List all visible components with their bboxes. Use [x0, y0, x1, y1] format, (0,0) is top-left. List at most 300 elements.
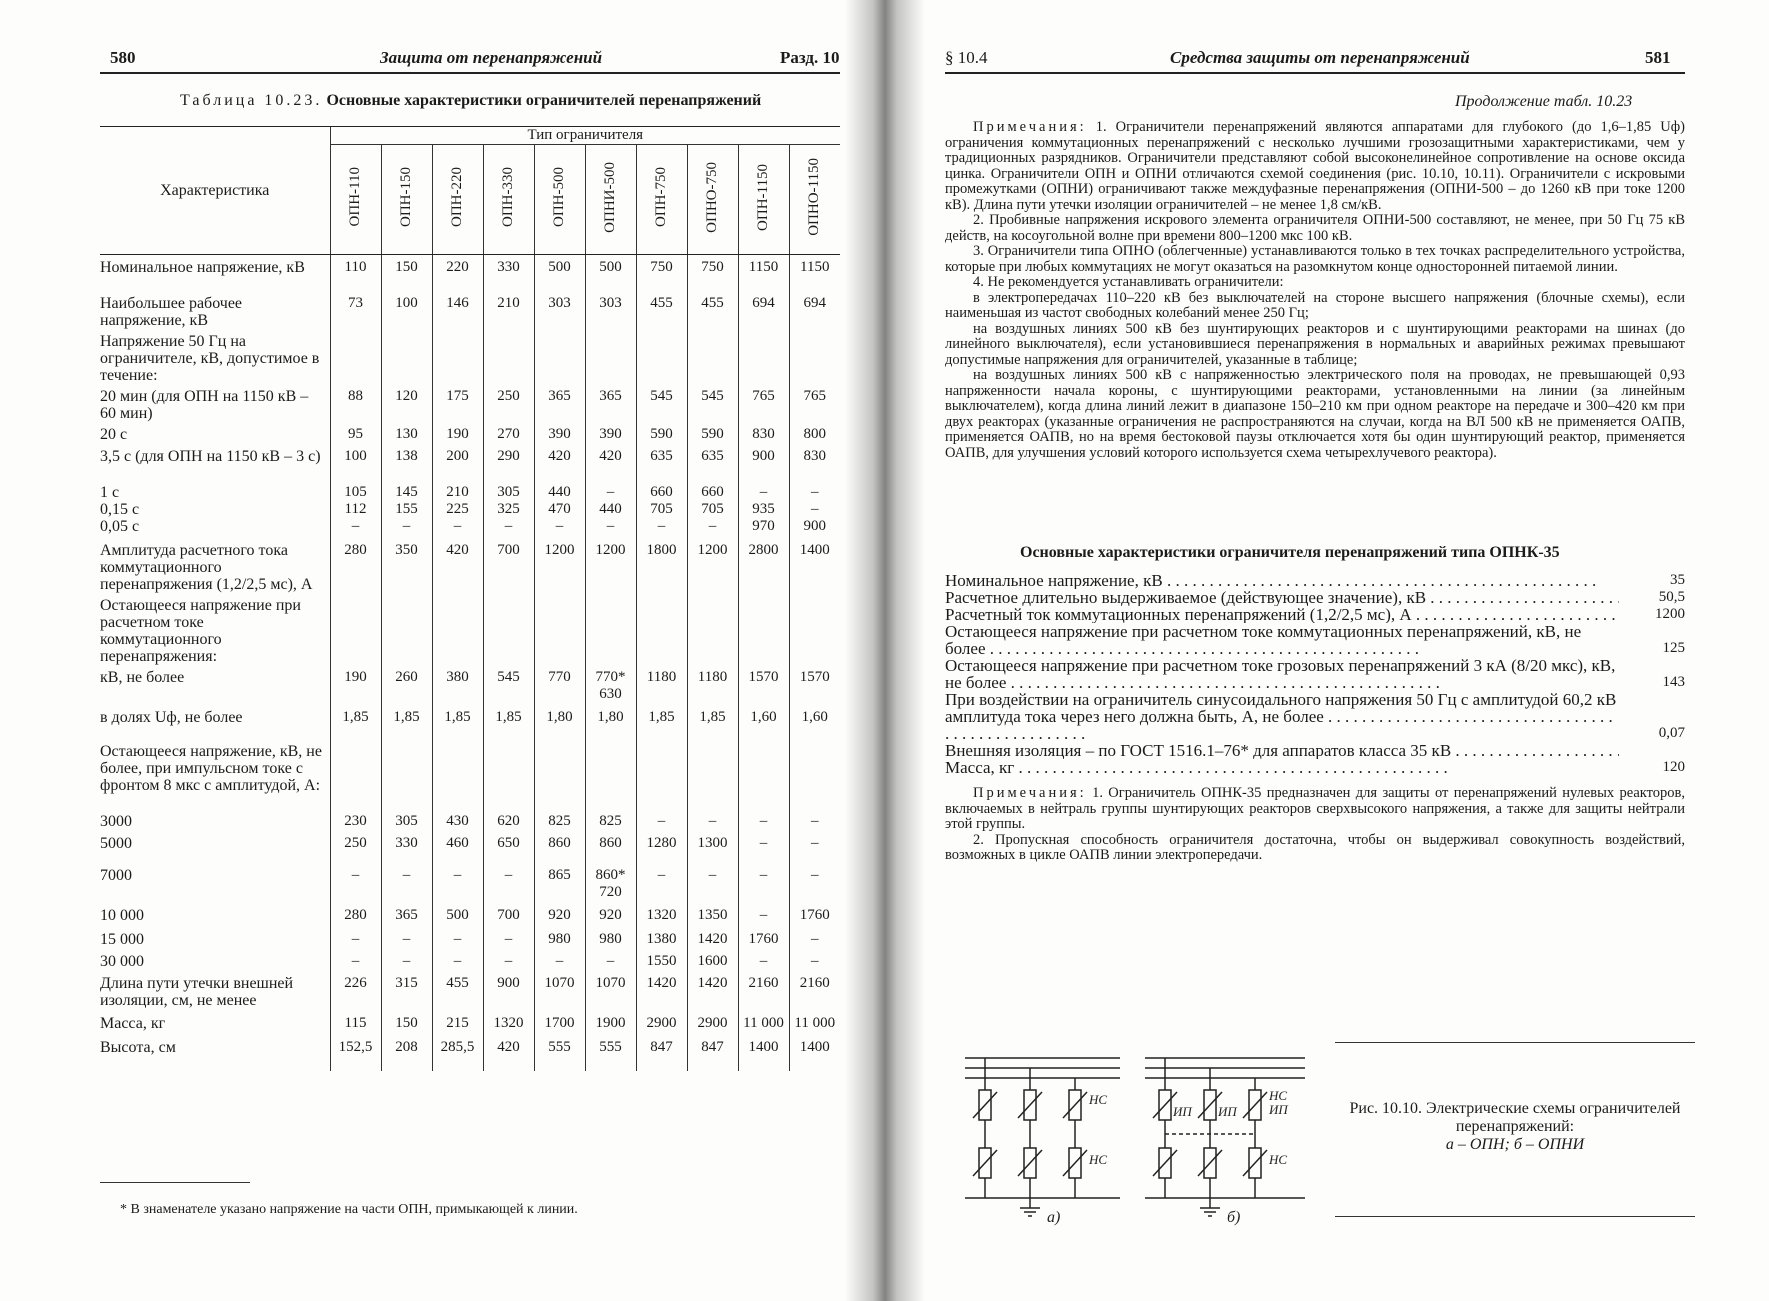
table-cell: 365: [534, 384, 585, 422]
label-ip-b3: ИП: [1269, 1102, 1288, 1117]
column-header: [534, 145, 585, 255]
right-header-title: Средства защиты от перенапряжений: [1170, 48, 1470, 67]
opnk-item-value: 120: [1662, 759, 1685, 775]
table-cell: 1180: [636, 665, 687, 705]
table-cell: 825: [534, 809, 585, 831]
table-row: [100, 927, 840, 949]
table-cell: 1420: [687, 927, 738, 949]
table-cell: 1350: [687, 903, 738, 927]
table-cell: 770* 630: [585, 665, 636, 705]
table-cell: 420: [585, 444, 636, 480]
type-header: Тип ограничителя: [330, 127, 840, 145]
right-page-number: 581: [1645, 48, 1671, 67]
table-cell: –: [585, 949, 636, 971]
opnk-item: [945, 572, 1685, 589]
column-header: [636, 145, 687, 255]
column-header-label: ОПНО-750: [704, 161, 720, 233]
table-cell: 545: [636, 384, 687, 422]
table-cell: –: [789, 831, 840, 863]
opnk-item: [945, 742, 1685, 759]
table-cell: 765: [738, 384, 789, 422]
table-cell: 1280: [636, 831, 687, 863]
table-row: [100, 384, 840, 422]
table-row: [100, 593, 840, 665]
column-header-label: ОПН-750: [653, 167, 669, 227]
table-cell: 1,85: [483, 705, 534, 739]
column-header-label: ОПНИ-500: [602, 161, 618, 233]
table-cell: 270: [483, 422, 534, 444]
table-cell: –: [738, 831, 789, 863]
table-cell: 1420: [636, 971, 687, 1011]
circuit-diagram: [955, 1048, 1325, 1228]
table-cell: 2160: [738, 971, 789, 1011]
table-row: [100, 831, 840, 863]
opnk-item-value: 35: [1670, 572, 1685, 588]
table-row: [100, 538, 840, 593]
table-row: [100, 739, 840, 809]
opnk-item-value: 125: [1662, 640, 1685, 656]
table-cell: –: [789, 863, 840, 903]
table-cell: 138: [381, 444, 432, 480]
table-cell: 430: [432, 809, 483, 831]
table-cell: 980: [534, 927, 585, 949]
column-header: [330, 145, 381, 255]
table-cell: [432, 593, 483, 665]
opnk-item: [945, 691, 1685, 742]
table-cell: 280: [330, 538, 381, 593]
column-header-label: ОПН-110: [347, 167, 363, 227]
row-label: Высота, см: [100, 1038, 176, 1056]
char-header: Характеристика: [100, 127, 330, 255]
row-label: Остающееся напряжение при расчетном токе коммутационного перенапряжения:: [100, 596, 301, 665]
table-cell: [381, 739, 432, 809]
table-cell: 110: [330, 255, 381, 291]
table-cell: 2800: [738, 538, 789, 593]
table-cell: 105 112 –: [330, 480, 381, 538]
table-cell: 210 225 –: [432, 480, 483, 538]
table-row: [100, 1035, 840, 1071]
table-cell: [636, 739, 687, 809]
table-cell: 1070: [534, 971, 585, 1011]
opnk-title: Основные характеристики ограничителя перенапряжений типа ОПНК-35: [1020, 544, 1560, 561]
row-label: 10 000: [100, 906, 144, 924]
table-cell: 11 000: [789, 1011, 840, 1035]
table-cell: 455: [636, 291, 687, 329]
characteristics-table: [100, 126, 840, 1071]
table-cell: –: [330, 863, 381, 903]
table-row: [100, 863, 840, 903]
column-header: [483, 145, 534, 255]
table-cell: 1150: [738, 255, 789, 291]
table-cell: 390: [585, 422, 636, 444]
opnk-notes-label: Примечания:: [973, 785, 1087, 801]
table-cell: –: [432, 863, 483, 903]
table-cell: 2900: [636, 1011, 687, 1035]
table-cell: 555: [534, 1035, 585, 1071]
table-cell: 1570: [789, 665, 840, 705]
table-cell: –: [636, 809, 687, 831]
opnk-item-label: Внешняя изоляция – по ГОСТ 1516.1–76* для аппаратов класса 35 кВ . . .: [945, 742, 1619, 759]
table-cell: 260: [381, 665, 432, 705]
label-ip-b1: ИП: [1173, 1104, 1192, 1119]
table-cell: 1200: [585, 538, 636, 593]
opnk-item-value: 50,5: [1658, 589, 1685, 605]
table-cell: [381, 329, 432, 384]
row-label: 3,5 с (для ОПН на 1150 кВ – 3 с): [100, 447, 321, 465]
right-header-section: § 10.4: [945, 48, 988, 67]
table-cell: 190: [432, 422, 483, 444]
table-cell: 210: [483, 291, 534, 329]
label-b: б): [1227, 1209, 1241, 1226]
opnk-item: [945, 657, 1685, 691]
table-cell: –: [330, 949, 381, 971]
table-cell: 920: [585, 903, 636, 927]
table-cell: [738, 593, 789, 665]
table-cell: 390: [534, 422, 585, 444]
column-header: [381, 145, 432, 255]
table-cell: 1400: [789, 538, 840, 593]
table-cell: 1180: [687, 665, 738, 705]
table-cell: 100: [381, 291, 432, 329]
opnk-item: [945, 606, 1685, 623]
row-label: кВ, не более: [100, 668, 185, 686]
table-row: [100, 809, 840, 831]
table-cell: 2160: [789, 971, 840, 1011]
column-header: [789, 145, 840, 255]
table-caption: [180, 92, 761, 110]
table-cell: [687, 739, 738, 809]
table-cell: 365: [585, 384, 636, 422]
table-cell: 1380: [636, 927, 687, 949]
table-cell: 635: [687, 444, 738, 480]
table-cell: 500: [432, 903, 483, 927]
table-cell: 230: [330, 809, 381, 831]
table-cell: 285,5: [432, 1035, 483, 1071]
notes-label: Примечания:: [973, 119, 1087, 135]
row-label: 20 с: [100, 425, 128, 443]
row-label: 15 000: [100, 930, 144, 948]
table-cell: 847: [687, 1035, 738, 1071]
table-cell: [636, 593, 687, 665]
left-header-title: Защита от перенапряжений: [380, 48, 603, 67]
table-cell: 620: [483, 809, 534, 831]
column-header-label: ОПНО-1150: [806, 158, 823, 236]
table-cell: 1800: [636, 538, 687, 593]
column-header-label: ОПН-500: [551, 167, 567, 227]
table-cell: [432, 329, 483, 384]
column-header: [585, 145, 636, 255]
table-cell: [483, 329, 534, 384]
table-cell: 1,85: [687, 705, 738, 739]
table-cell: 226: [330, 971, 381, 1011]
table-cell: 290: [483, 444, 534, 480]
opnk-item-label: Номинальное напряжение, кВ . . .: [945, 572, 1619, 589]
opnk-item-value: 1200: [1655, 606, 1685, 622]
table-row: [100, 903, 840, 927]
table-cell: 2900: [687, 1011, 738, 1035]
table-cell: 1420: [687, 971, 738, 1011]
table-cell: 420: [534, 444, 585, 480]
opnk-item-label: Расчетное длительно выдерживаемое (действующее значение), кВ . . .: [945, 589, 1619, 606]
table-cell: 1550: [636, 949, 687, 971]
table-cell: 1400: [789, 1035, 840, 1071]
table-cell: [381, 593, 432, 665]
left-header-section: Разд. 10: [780, 48, 840, 67]
table-cell: [330, 739, 381, 809]
table-cell: 770: [534, 665, 585, 705]
row-label: Остающееся напряжение, кВ, не более, при импульсном токе с фронтом 8 мкс с амплитудой, А:: [100, 742, 322, 794]
table-row: [100, 705, 840, 739]
opnk-item-value: 143: [1662, 674, 1685, 690]
table-row: [100, 291, 840, 329]
table-cell: [483, 593, 534, 665]
row-label: Напряжение 50 Гц на ограничителе, кВ, допустимое в течение:: [100, 332, 320, 384]
table-cell: 420: [432, 538, 483, 593]
table-cell: 980: [585, 927, 636, 949]
row-label: 5000: [100, 834, 132, 852]
table-cell: 1570: [738, 665, 789, 705]
table-cell: 635: [636, 444, 687, 480]
table-cell: 350: [381, 538, 432, 593]
table-cell: –: [534, 949, 585, 971]
table-cell: 847: [636, 1035, 687, 1071]
table-cell: 152,5: [330, 1035, 381, 1071]
table-cell: –: [687, 863, 738, 903]
table-cell: 590: [636, 422, 687, 444]
table-cell: [789, 329, 840, 384]
table-cell: –: [483, 949, 534, 971]
figure-caption-legend: а – ОПН; б – ОПНИ: [1445, 1136, 1585, 1153]
figure-caption: [1335, 1100, 1695, 1154]
table-cell: [585, 739, 636, 809]
table-cell: [534, 593, 585, 665]
label-hc-b2: НС: [1269, 1152, 1288, 1167]
table-cell: 650: [483, 831, 534, 863]
table-cell: 280: [330, 903, 381, 927]
table-cell: –: [738, 809, 789, 831]
column-header: [432, 145, 483, 255]
table-cell: 555: [585, 1035, 636, 1071]
left-header-rule: [100, 72, 840, 74]
table-cell: 1,85: [636, 705, 687, 739]
table-cell: 1320: [483, 1011, 534, 1035]
table-cell: 860* 720: [585, 863, 636, 903]
row-label: Наибольшее рабочее напряжение, кВ: [100, 294, 243, 329]
table-cell: –: [789, 809, 840, 831]
table-cell: 1,60: [738, 705, 789, 739]
table-cell: 115: [330, 1011, 381, 1035]
table-cell: 860: [585, 831, 636, 863]
table-cell: 1400: [738, 1035, 789, 1071]
table-cell: 1070: [585, 971, 636, 1011]
table-cell: 860: [534, 831, 585, 863]
table-cell: 590: [687, 422, 738, 444]
table-cell: 1,80: [585, 705, 636, 739]
table-cell: –: [738, 949, 789, 971]
table-row: [100, 255, 840, 291]
footnote: * В знаменателе указано напряжение на части ОПН, примыкающей к линии.: [120, 1202, 578, 1217]
right-header-rule: [945, 72, 1685, 74]
table-cell: 315: [381, 971, 432, 1011]
table-cell: –: [789, 949, 840, 971]
table-cell: 1,85: [330, 705, 381, 739]
table-cell: 1,60: [789, 705, 840, 739]
table-cell: – 935 970: [738, 480, 789, 538]
table-cell: 88: [330, 384, 381, 422]
table-row: [100, 949, 840, 971]
table-cell: 1,85: [432, 705, 483, 739]
table-cell: –: [483, 927, 534, 949]
table-cell: 303: [585, 291, 636, 329]
notes-block: [945, 120, 1685, 461]
table-cell: 750: [687, 255, 738, 291]
opnk-item-value: 0,07: [1658, 725, 1685, 741]
column-header-label: ОПН-220: [449, 167, 465, 227]
table-cell: [330, 329, 381, 384]
table-caption-prefix: Таблица 10.23.: [180, 92, 323, 109]
opnk-item-label: Остающееся напряжение при расчетном токе грозовых перенапряжений 3 кА (8/20 мкс), кВ, не более . . .: [945, 657, 1619, 691]
figure-caption-title: Рис. 10.10. Электрические схемы ограничителей перенапряжений:: [1349, 1100, 1681, 1135]
column-header-label: ОПН-1150: [755, 163, 771, 231]
table-row: [100, 665, 840, 705]
table-cell: 660 705 –: [687, 480, 738, 538]
table-cell: 455: [687, 291, 738, 329]
table-cell: 800: [789, 422, 840, 444]
table-cell: 545: [483, 665, 534, 705]
opnk-notes-block: [945, 786, 1685, 864]
table-cell: 146: [432, 291, 483, 329]
column-header: [687, 145, 738, 255]
table-cell: 330: [483, 255, 534, 291]
table-cell: 700: [483, 903, 534, 927]
table-cell: 73: [330, 291, 381, 329]
table-cell: 365: [381, 903, 432, 927]
note-item: в электропередачах 110–220 кВ без выключателей на стороне высшего напряжения (блочные схемы), если наименьшая из частот свободных колебаний менее 250 Гц;: [945, 289, 1685, 321]
table-cell: 190: [330, 665, 381, 705]
table-cell: [534, 739, 585, 809]
label-ip-b2: ИП: [1218, 1104, 1237, 1119]
table-cell: 380: [432, 665, 483, 705]
table-cell: –: [330, 927, 381, 949]
row-label: Длина пути утечки внешней изоляции, см, не менее: [100, 974, 294, 1009]
continuation-label: Продолжение табл. 10.23: [1455, 93, 1633, 110]
table-cell: 865: [534, 863, 585, 903]
footnote-rule: [100, 1182, 250, 1183]
left-page-number: 580: [110, 48, 136, 67]
table-cell: 420: [483, 1035, 534, 1071]
table-row: [100, 444, 840, 480]
table-cell: 208: [381, 1035, 432, 1071]
table-cell: 694: [789, 291, 840, 329]
table-cell: 825: [585, 809, 636, 831]
table-cell: [738, 329, 789, 384]
opn-schematic-a: [965, 1058, 1120, 1216]
row-label: 20 мин (для ОПН на 1150 кВ – 60 мин): [100, 387, 309, 422]
table-cell: 765: [789, 384, 840, 422]
label-a: а): [1047, 1209, 1061, 1226]
opnk-item: [945, 623, 1685, 657]
table-cell: [483, 739, 534, 809]
table-cell: 200: [432, 444, 483, 480]
table-cell: [636, 329, 687, 384]
column-header-label: ОПН-150: [398, 167, 414, 227]
table-cell: 250: [330, 831, 381, 863]
opnk-item-label: Расчетный ток коммутационных перенапряжений (1,2/2,5 мс), А . . .: [945, 606, 1619, 623]
table-cell: 130: [381, 422, 432, 444]
table-cell: 100: [330, 444, 381, 480]
table-row: [100, 971, 840, 1011]
table-cell: [534, 329, 585, 384]
row-label: 3000: [100, 812, 132, 830]
table-cell: [330, 593, 381, 665]
column-header-label: ОПН-330: [500, 167, 516, 227]
table-cell: 145 155 –: [381, 480, 432, 538]
table-cell: [687, 593, 738, 665]
opnk-list: [945, 572, 1685, 776]
table-cell: 175: [432, 384, 483, 422]
table-cell: 920: [534, 903, 585, 927]
table-cell: 500: [585, 255, 636, 291]
opni-schematic-b: [1145, 1058, 1305, 1216]
table-cell: 1,80: [534, 705, 585, 739]
table-cell: [432, 739, 483, 809]
opnk-item: [945, 759, 1685, 776]
table-cell: –: [483, 863, 534, 903]
table-cell: 830: [789, 444, 840, 480]
table-cell: 1150: [789, 255, 840, 291]
table-cell: 900: [738, 444, 789, 480]
row-label: Номинальное напряжение, кВ: [100, 259, 305, 276]
note-item: 1. Ограничители перенапряжений являются аппаратами для глубокого (до 1,6–1,85 Uф) ограничения коммутационных перенапряжений с несколько лучшими грозозащитными характеристиками, чем у традиционных разрядников. Ограничители представляют собой высоконелинейное сопротивление на основе оксида цинка. Ограничители ОПН и ОПНИ отличаются схемой соединения (рис. 10.10, 10.11). Ограничители с искровыми промежутками (ОПНИ) ограничивают также междуфазные перенапряжения (ОПНИ-500 – до 1260 кВ при токе 1200 кВ). Длина пути утечки изоляции ограничителей – не менее 1,8 см/кВ.: [945, 119, 1685, 213]
row-label: Масса, кг: [100, 1014, 166, 1032]
note-item: на воздушных линиях 500 кВ с напряженностью электрического поля на проводах, не превышающей 0,93 напряженности начала короны, с шунтирующими реакторами, установленными на линии (за линейным выключателем), когда длина линий лежит в диапазоне 150–210 км при одном реакторе на передаче и 300–420 км при двух реакторах (указанные ограничения не распространяются на случаи, когда на ВЛ 500 кВ не применяется ОАПВ, применяется ОАПВ, но на время бестоковой паузы отключается хотя бы один шунтирующий реактор, применяется ОАПВ, для улучшения условий которого используется схема четырехлучевого реактора).: [945, 367, 1685, 461]
table-row: [100, 1011, 840, 1035]
table-cell: 1200: [687, 538, 738, 593]
table-cell: 303: [534, 291, 585, 329]
row-label: 30 000: [100, 952, 144, 970]
table-caption-title: Основные характеристики ограничителей перенапряжений: [326, 92, 762, 109]
table-cell: 830: [738, 422, 789, 444]
table-cell: [585, 593, 636, 665]
table-row: [100, 480, 840, 538]
table-cell: – 440 –: [585, 480, 636, 538]
label-hc-b1: НС: [1269, 1088, 1288, 1103]
table-cell: –: [789, 927, 840, 949]
table-cell: 215: [432, 1011, 483, 1035]
table-cell: –: [738, 863, 789, 903]
table-cell: 330: [381, 831, 432, 863]
table-cell: 660 705 –: [636, 480, 687, 538]
table-cell: 1,85: [381, 705, 432, 739]
table-cell: –: [636, 863, 687, 903]
table-row: [100, 422, 840, 444]
row-label: Амплитуда расчетного тока коммутационного перенапряжения (1,2/2,5 мс), А: [100, 541, 313, 593]
figure-rule-bottom: [1335, 1216, 1695, 1217]
table-cell: 1760: [738, 927, 789, 949]
opnk-item-label: Остающееся напряжение при расчетном токе коммутационных перенапряжений, кВ, не более . . .: [945, 623, 1619, 657]
opnk-item: [945, 589, 1685, 606]
table-cell: 1300: [687, 831, 738, 863]
table-cell: 500: [534, 255, 585, 291]
table-cell: –: [381, 949, 432, 971]
table-cell: 305: [381, 809, 432, 831]
table-cell: 150: [381, 255, 432, 291]
table-cell: 440 470 –: [534, 480, 585, 538]
table-cell: 694: [738, 291, 789, 329]
table-cell: 11 000: [738, 1011, 789, 1035]
table-cell: –: [381, 927, 432, 949]
table-cell: –: [432, 949, 483, 971]
